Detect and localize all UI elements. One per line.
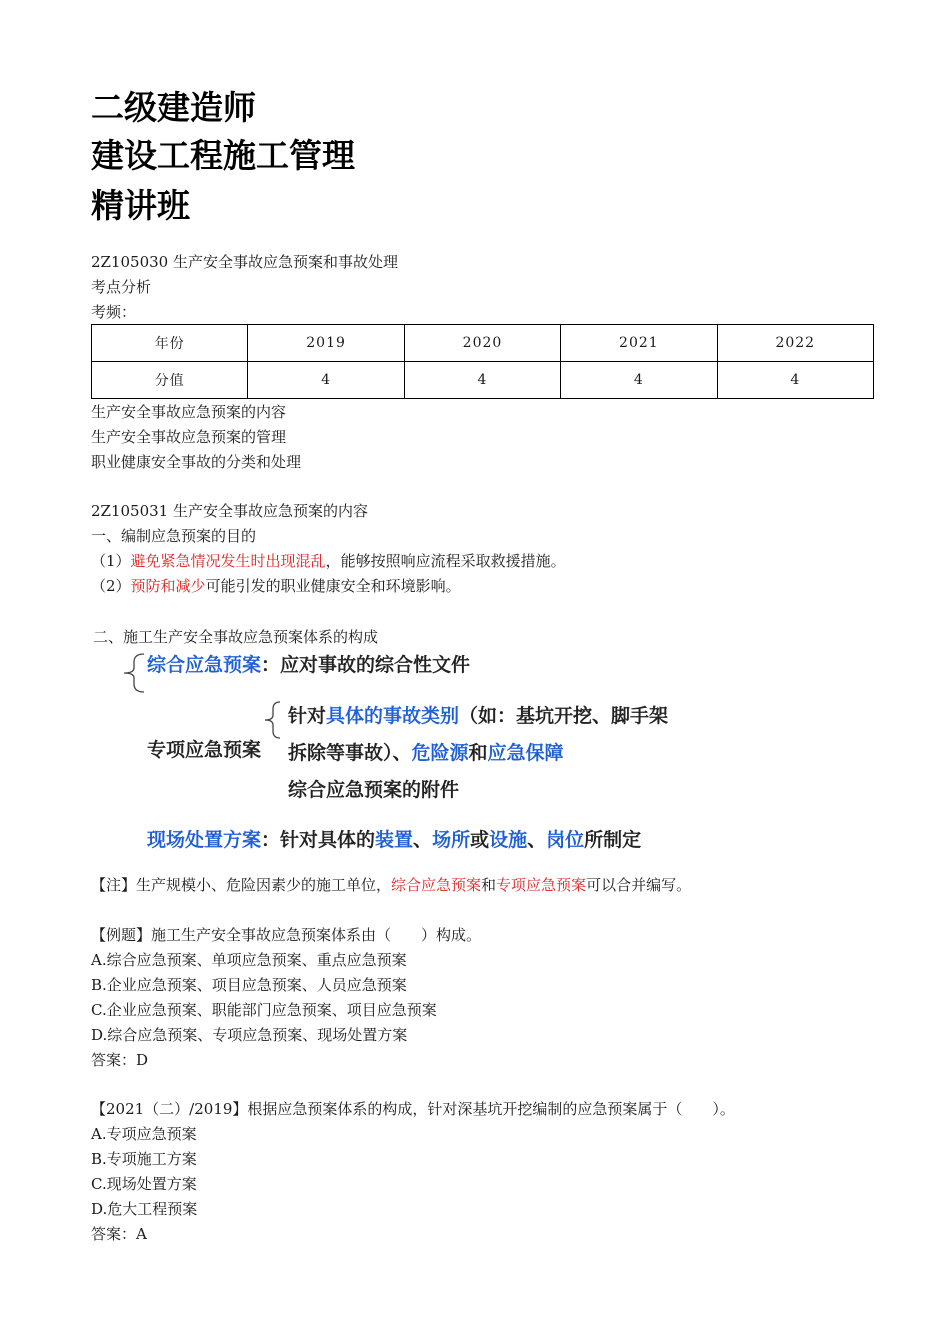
brace-comprehensive — [118, 652, 148, 694]
highlight-text: 避免紧急情况发生时出现混乱 — [130, 552, 326, 570]
brace-special — [262, 700, 284, 740]
table-row — [92, 325, 874, 362]
topic-item: 生产安全事故应急预案的内容 — [91, 403, 287, 421]
topic-item: 职业健康安全事故的分类和处理 — [91, 453, 302, 471]
table-cell: 4 — [717, 362, 873, 399]
table-cell: 4 — [561, 362, 717, 399]
site-plan: 现场处置方案：针对具体的装置、场所或设施、岗位所制定 — [147, 829, 642, 851]
table-cell: 4 — [404, 362, 560, 399]
highlight-text: 预防和减少 — [130, 577, 206, 595]
example-2-option: D.危大工程预案 — [91, 1200, 198, 1218]
table-cell: 分值 — [92, 362, 248, 399]
table-cell: 2020 — [404, 325, 560, 362]
purpose-item-2: （2）预防和减少可能引发的职业健康安全和环境影响。 — [91, 577, 461, 595]
doc-title-line-2: 建设工程施工管理 — [91, 136, 355, 175]
example-1-answer: 答案：D — [91, 1051, 149, 1069]
comprehensive-plan: 综合应急预案：应对事故的综合性文件 — [147, 654, 471, 676]
purpose-item-1: （1）避免紧急情况发生时出现混乱，能够按照响应流程采取救援措施。 — [91, 552, 566, 570]
table-cell: 2021 — [561, 325, 717, 362]
example-1-option: C.企业应急预案、职能部门应急预案、项目应急预案 — [91, 1001, 437, 1019]
example-2-option: B.专项施工方案 — [91, 1150, 197, 1168]
special-plan-desc-2: 拆除等事故）、危险源和应急保障 — [288, 742, 564, 764]
special-plan-label: 专项应急预案 — [147, 739, 262, 761]
example-1-option: D.综合应急预案、专项应急预案、现场处置方案 — [91, 1026, 408, 1044]
doc-title-line-1: 二级建造师 — [91, 88, 256, 127]
frequency-label: 考频： — [91, 303, 137, 321]
section-heading: 2Z105030 生产安全事故应急预案和事故处理 — [91, 253, 398, 271]
example-1-option: B.企业应急预案、项目应急预案、人员应急预案 — [91, 976, 407, 994]
frequency-table — [91, 324, 874, 399]
example-1-option: A.综合应急预案、单项应急预案、重点应急预案 — [91, 951, 407, 969]
structure-heading: 二、施工生产安全事故应急预案体系的构成 — [93, 628, 379, 646]
table-cell: 4 — [248, 362, 404, 399]
analysis-label: 考点分析 — [91, 278, 152, 296]
note: 【注】生产规模小、危险因素少的施工单位，综合应急预案和专项应急预案可以合并编写。 — [91, 876, 692, 894]
special-plan-desc-1: 针对具体的事故类别（如：基坑开挖、脚手架 — [288, 705, 669, 727]
table-cell: 2022 — [717, 325, 873, 362]
special-plan-desc-3: 综合应急预案的附件 — [288, 779, 460, 801]
table-cell: 2019 — [248, 325, 404, 362]
doc-title-line-3: 精讲班 — [91, 186, 190, 225]
example-2-question: 【2021（二）/2019】根据应急预案体系的构成，针对深基坑开挖编制的应急预案属于（ ）。 — [91, 1100, 735, 1118]
example-2-answer: 答案：A — [91, 1225, 147, 1243]
example-1-question: 【例题】施工生产安全事故应急预案体系由（ ）构成。 — [91, 926, 482, 944]
table-cell: 年份 — [92, 325, 248, 362]
table-row — [92, 362, 874, 399]
subsection-heading: 2Z105031 生产安全事故应急预案的内容 — [91, 502, 368, 520]
purpose-heading: 一、编制应急预案的目的 — [91, 527, 257, 545]
example-2-option: C.现场处置方案 — [91, 1175, 197, 1193]
example-2-option: A.专项应急预案 — [91, 1125, 197, 1143]
topic-item: 生产安全事故应急预案的管理 — [91, 428, 287, 446]
